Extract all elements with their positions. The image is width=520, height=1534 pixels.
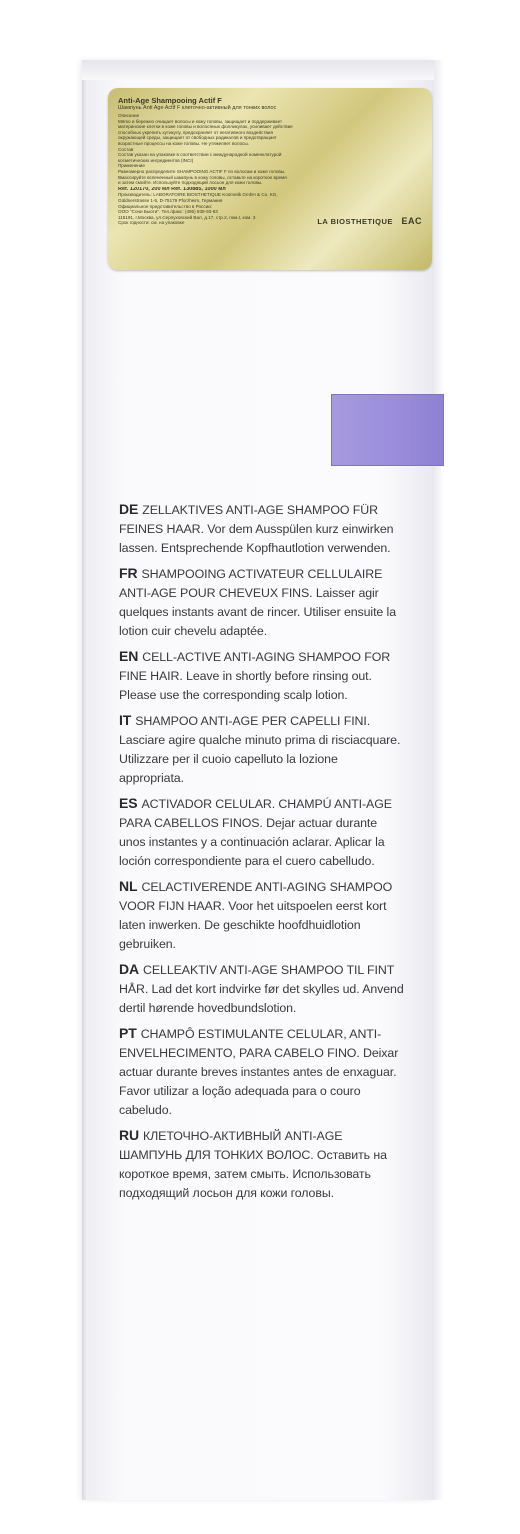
paragraph-pt [119, 1024, 405, 1120]
purple-color-tab [331, 394, 444, 466]
sticker-description [118, 113, 422, 186]
paragraph-de [119, 500, 405, 558]
sticker-maker-line: Официальное представительство в России: [118, 203, 213, 209]
language-code: NL [119, 878, 138, 894]
sticker-line: окружающей среды, защищает от свободных радикалов и предотвращает [118, 135, 277, 141]
paragraph-fr [119, 564, 405, 641]
sticker-maker-line: Срок годности: см. на упаковке [118, 220, 185, 226]
paragraph-text: CELL-ACTIVE ANTI-AGING SHAMPOO FOR FINE HAIR. Leave in shortly before rinsing out. Please use the corresponding scalp lotion. [119, 650, 391, 702]
multilingual-description [119, 500, 405, 1209]
language-code: RU [119, 1127, 140, 1143]
sticker-line: Состав указан на упаковке в соответствии с международной номенклатурой [118, 152, 282, 158]
language-code: IT [119, 712, 132, 728]
eac-mark: EAC [401, 216, 422, 226]
sticker-line: Вмассируйте вспененный шампунь в кожу головы, оставьте на короткое время [118, 174, 287, 180]
language-code: ES [119, 795, 138, 811]
sticker-line: возрастные процессы на коже головы. Не утяжеляет волосы. [118, 140, 249, 146]
language-code: DA [119, 961, 140, 977]
sticker-line: способных укрепить кутикулу, предохраняет от негативного воздействия [118, 129, 273, 135]
language-code: PT [119, 1025, 137, 1041]
sticker-maker-line: Güldnerstrasse 1-5, D-75179 Pforzheim, Германия [118, 197, 223, 203]
brand-logo [317, 216, 422, 226]
sticker-line: Состав [118, 146, 134, 152]
sticker-maker-line: ООО "Сони Бьюти". Тел./факс: (495) 938-93-63 [118, 209, 218, 215]
sticker-line: и затем смойте. Используйте подходящий лосьон для кожи головы. [118, 180, 263, 186]
paragraph-text: CELLEAKTIV ANTI-AGE SHAMPOO TIL FINT HÅR. Lad det kort indvirke før det skylles ud. Anvend dertil hørende hovedbundslotion. [119, 963, 404, 1015]
paragraph-text: ZELLAKTIVES ANTI-AGE SHAMPOO FÜR FEINES HAAR. Vor dem Ausspülen kurz einwirken lassen. Entsprechende Kopfhautlotion verwenden. [119, 503, 394, 555]
sticker-subtitle: Шампунь Anti Age Actif F клеточно-активный для тонких волос [118, 105, 277, 111]
sticker-refs: Ref. 120170, 200 мл Ref. 130885, 1000 мл [118, 186, 226, 192]
paragraph-text: CELACTIVERENDE ANTI-AGING SHAMPOO VOOR FIJN HAAR. Voor het uitspoelen eerst kort laten inwerken. De geschikte hoofdhuidlotion gebruiken. [119, 880, 393, 951]
box-top-fold [82, 60, 434, 80]
box-left-edge [82, 60, 88, 1500]
paragraph-da [119, 960, 405, 1018]
sticker-title: Anti-Age Shampooing Actif F [118, 96, 222, 105]
paragraph-en [119, 647, 405, 705]
paragraph-es [119, 794, 405, 871]
sticker-maker-line: 115191, г.Москва, ул.Серпуховский Вал, д.17, стр.2, пом.I, ком. 3 [118, 214, 256, 220]
language-code: FR [119, 565, 138, 581]
sticker-line: Мягко и бережно очищает волосы и кожу головы, защищает и поддерживает [118, 118, 283, 124]
sticker-line: материнские клетки в коже головы и волосяных фолликулах, усиливает действие [118, 124, 293, 130]
sticker-line: Применение [118, 163, 145, 169]
paragraph-text: SHAMPOO ANTI-AGE PER CAPELLI FINI. Lasciare agire qualche minuto prima di risciacquare. Utilizzare per il cuoio capelluto la lozione appropriata. [119, 714, 401, 785]
paragraph-ru [119, 1126, 405, 1203]
brand-logo-text: LA BIOSTHETIQUE [317, 217, 393, 226]
box-right-fold [432, 60, 444, 1500]
sticker-line: Равномерно распределите SHAMPOOING ACTIF F по волосам и коже головы. [118, 168, 286, 174]
paragraph-text: CHAMPÔ ESTIMULANTE CELULAR, ANTI-ENVELHECIMENTO, PARA CABELO FINO. Deixar actuar durante breves instantes antes de enxaguar. Favor utilizar a loção adequada para o couro cabeludo. [119, 1027, 399, 1117]
paragraph-nl [119, 877, 405, 954]
paragraph-text: ACTIVADOR CELULAR. CHAMPÚ ANTI-AGE PARA CABELLOS FINOS. Dejar actuar durante unos instantes y a continuación aclarar. Aplicar la loción correspondiente para el cuero cabelludo. [119, 797, 392, 868]
sticker-maker [118, 192, 328, 226]
gold-sticker-label [108, 88, 432, 270]
sticker-line: Описание [118, 113, 140, 118]
sticker-maker-line: Производитель: LABORATOIRE BIOSTHETIQUE Kosmetik GmbH & Co. KG, [118, 192, 278, 198]
paragraph-it [119, 711, 405, 788]
paragraph-text: SHAMPOOING ACTIVATEUR CELLULAIRE ANTI-AGE POUR CHEVEUX FINS. Laisser agir quelques instants avant de rincer. Utiliser ensuite la lotion cuir chevelu adaptée. [119, 567, 396, 638]
language-code: EN [119, 648, 139, 664]
paragraph-text: КЛЕТОЧНО-АКТИВНЫЙ ANTI-AGE ШАМПУНЬ ДЛЯ ТОНКИХ ВОЛОС. Оставить на короткое время, затем смыть. Использовать подходящий лосьон для кожи головы. [119, 1129, 387, 1200]
language-code: DE [119, 501, 139, 517]
sticker-line: косметических ингредиентов (INCI) [118, 157, 194, 163]
